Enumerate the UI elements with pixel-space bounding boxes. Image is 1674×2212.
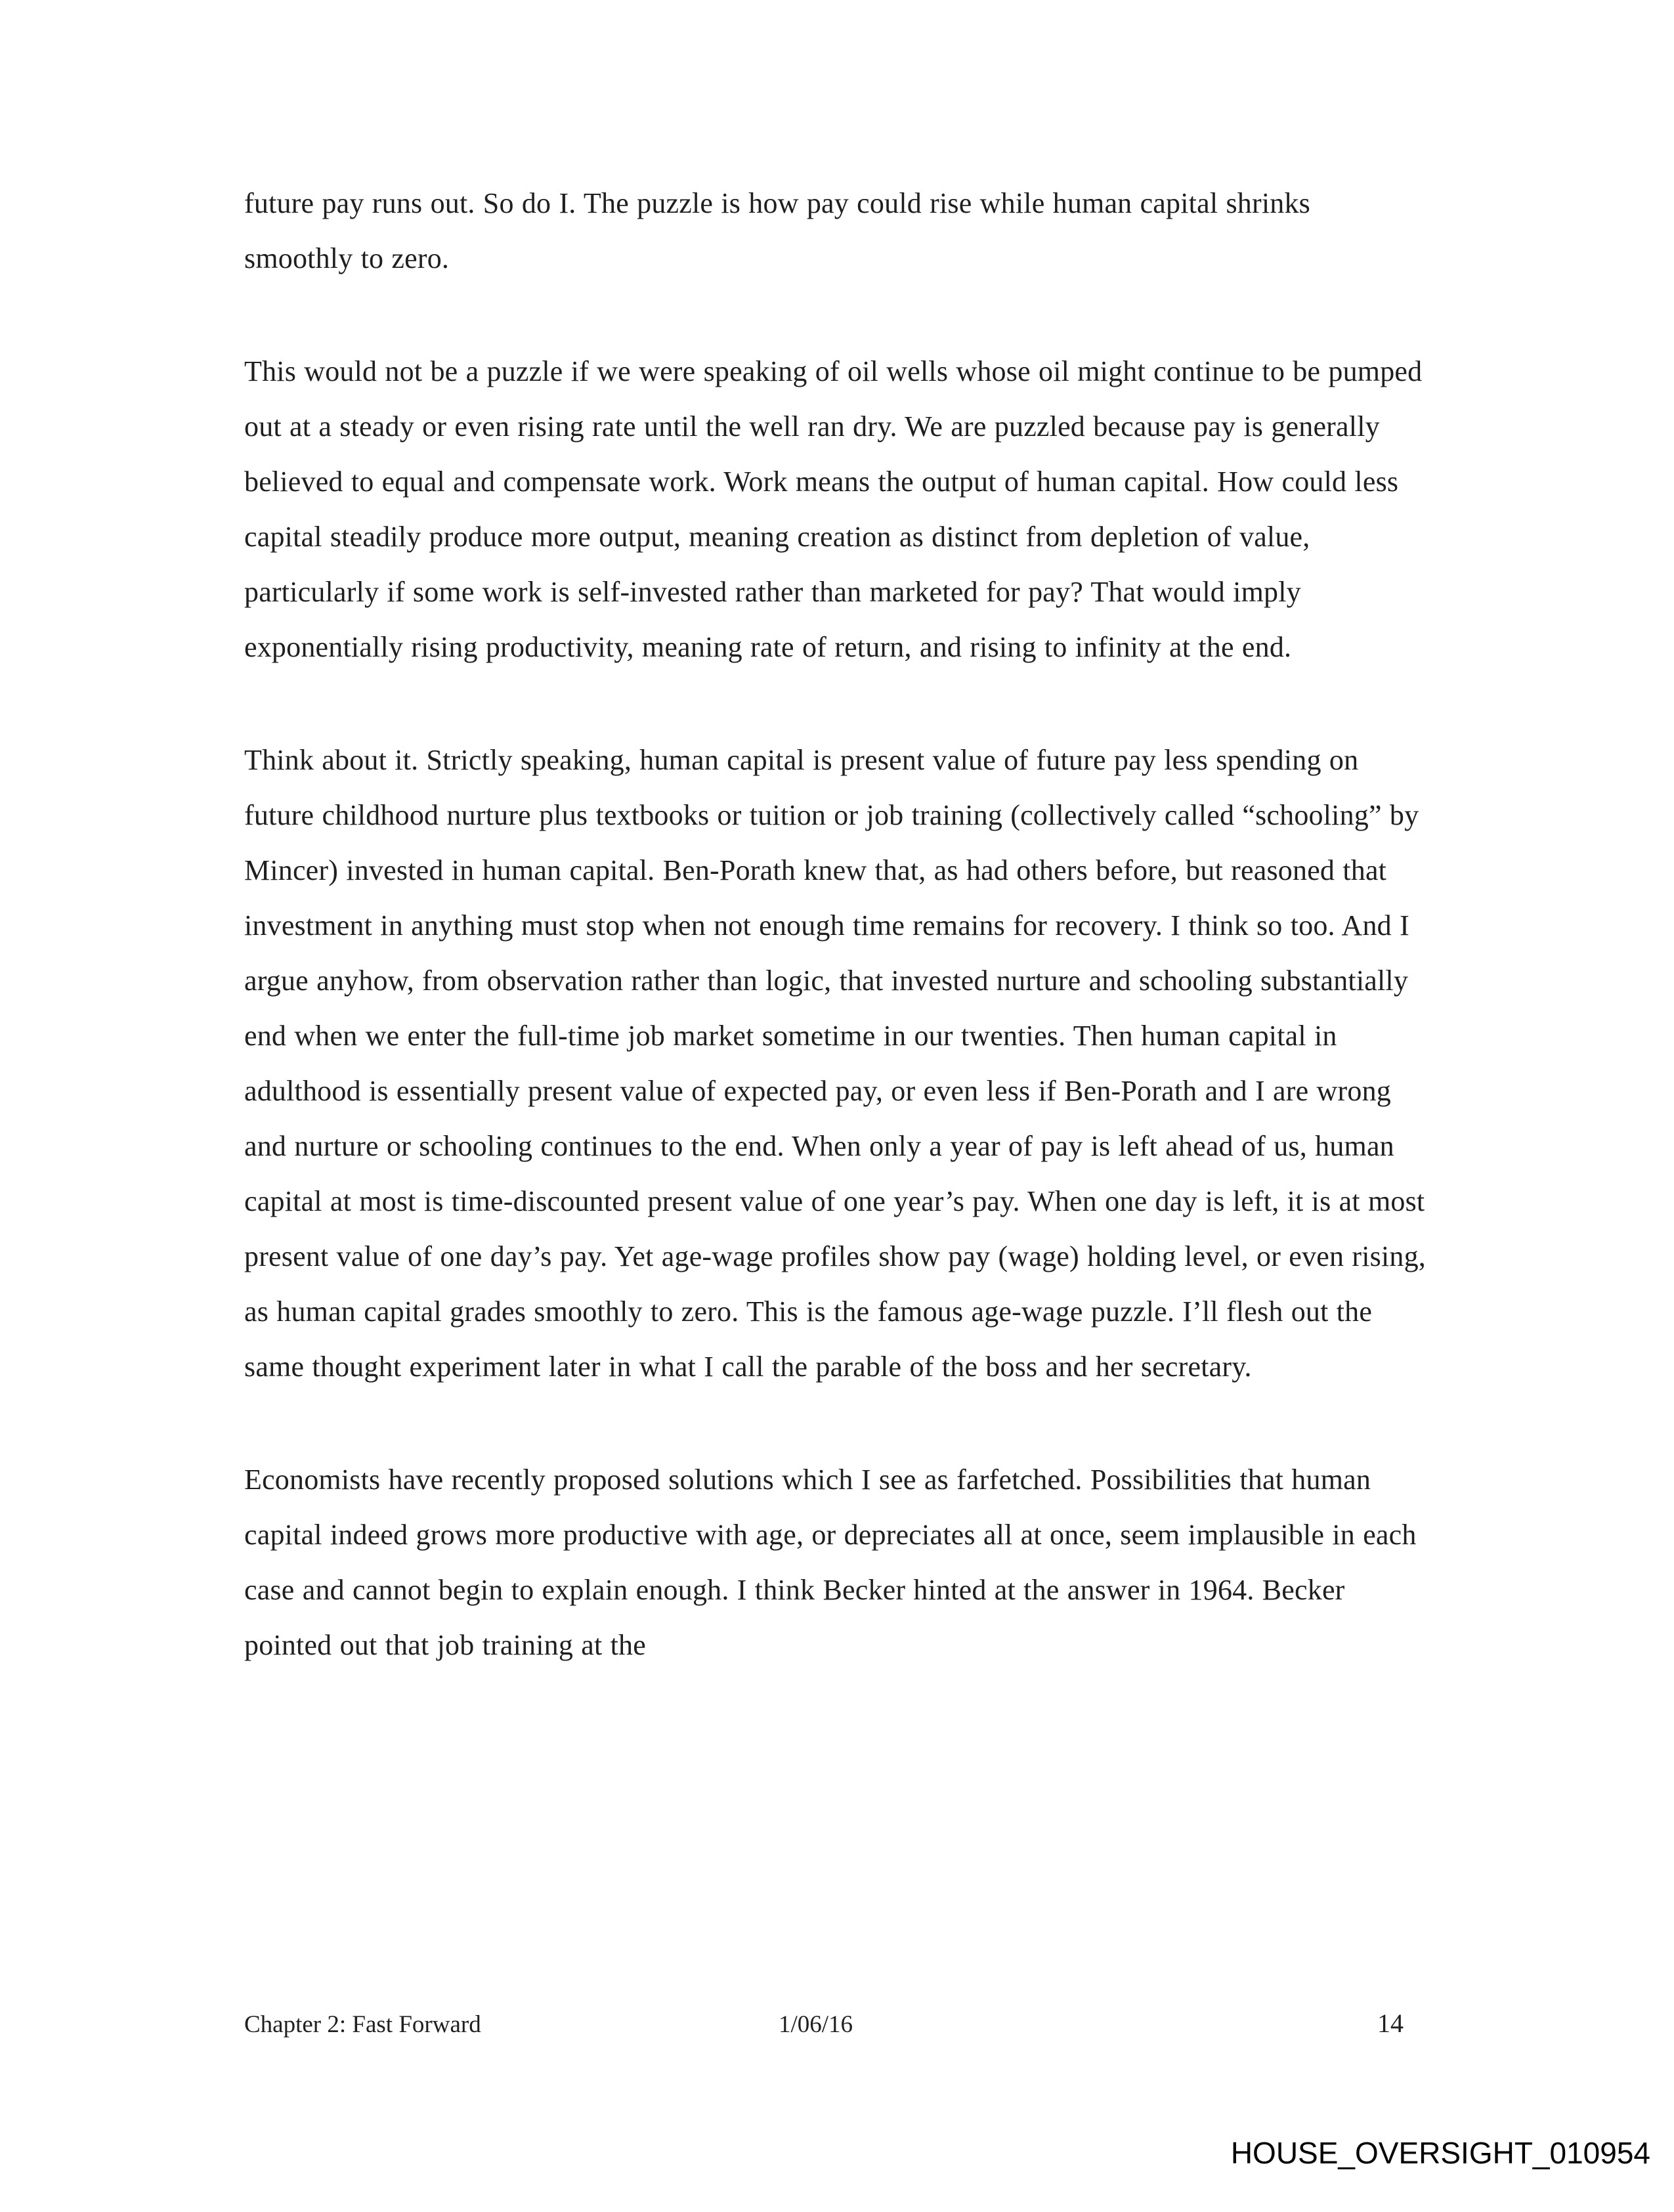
paragraph-continuation: future pay runs out. So do I. The puzzle is how pay could rise while human capital shrinks smoothly to zero.: [244, 187, 1310, 274]
bates-stamp: HOUSE_OVERSIGHT_010954: [1230, 2136, 1650, 2170]
page-footer: [0, 2010, 1674, 2050]
paragraph-oil-wells: This would not be a puzzle if we were speaking of oil wells whose oil might continue to be pumped out at a steady or even rising rate until the well ran dry. We are puzzled because pay is generally believed to equal and compensate work. Work means the output of human capital. How could less capital steadily produce more output, meaning creation as distinct from depletion of value, particularly if some work is self-invested rather than marketed for pay? That would imply exponentially rising productivity, meaning rate of return, and rising to infinity at the end.: [244, 355, 1423, 663]
paragraph-economists: Economists have recently proposed solutions which I see as farfetched. Possibilities that human capital indeed grows more productive with age, or depreciates all at once, seem implausible in each case and cannot begin to explain enough. I think Becker hinted at the answer in 1964. Becker pointed out that job training at the: [244, 1464, 1417, 1661]
footer-date: 1/06/16: [779, 2011, 853, 2038]
footer-page-number: 14: [1377, 2008, 1404, 2038]
footer-chapter-label: Chapter 2: Fast Forward: [244, 2011, 481, 2038]
paragraph-think-about-it: Think about it. Strictly speaking, human capital is present value of future pay less spending on future childhood nurture plus textbooks or tuition or job training (collectively called “schooling” by Mincer) invested in human capital. Ben-Porath knew that, as had others before, but reasoned that investment in anything must stop when not enough time remains for recovery. I think so too. And I argue anyhow, from observation rather than logic, that invested nurture and schooling substantially end when we enter the full-time job market sometime in our twenties. Then human capital in adulthood is essentially present value of expected pay, or even less if Ben-Porath and I are wrong and nurture or schooling continues to the end. When only a year of pay is left ahead of us, human capital at most is time-discounted present value of one year’s pay. When one day is left, it is at most present value of one day’s pay. Yet age-wage profiles show pay (wage) holding level, or even rising, as human capital grades smoothly to zero. This is the famous age-wage puzzle. I’ll flesh out the same thought experiment later in what I call the parable of the boss and her secretary.: [244, 744, 1426, 1383]
document-body: [244, 176, 1426, 1673]
